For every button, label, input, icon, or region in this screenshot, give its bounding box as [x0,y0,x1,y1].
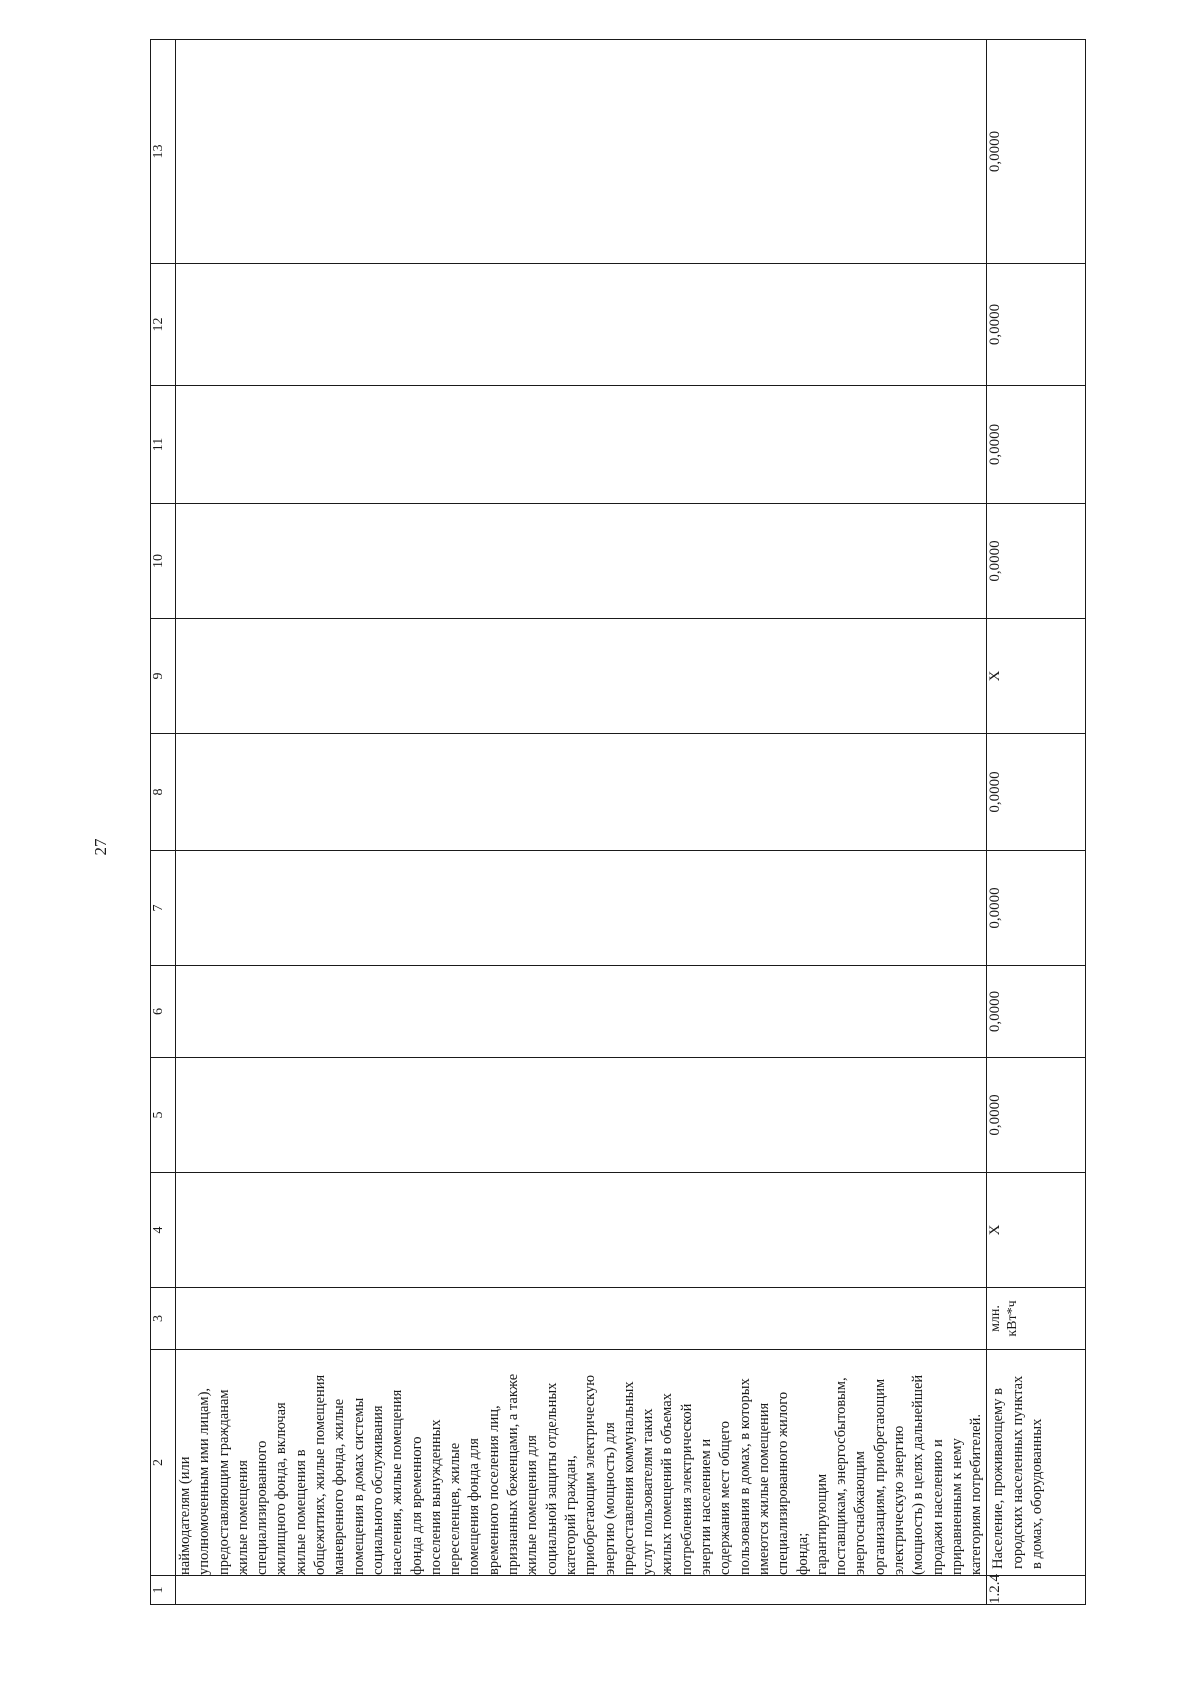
empty-cell [176,386,987,504]
tariff-table [150,39,1086,1605]
column-header: 9 [151,619,176,734]
empty-cell [176,851,987,966]
empty-cell [176,1058,987,1173]
value-cell-4: X [987,1173,1086,1288]
row-description: Население, проживающему в городских населенных пунктах в домах, оборудованных [987,1350,1086,1576]
value-cell-5: 0,0000 [987,1058,1086,1173]
column-header: 5 [151,1058,176,1173]
empty-cell [176,1288,987,1350]
column-header: 1 [151,1576,176,1605]
row-number-cell [176,1576,987,1605]
table-row-continuation [176,40,987,1605]
value-cell-13: 0,0000 [987,40,1086,264]
empty-cell [176,40,987,264]
column-header: 4 [151,1173,176,1288]
column-header: 12 [151,264,176,386]
column-header: 2 [151,1350,176,1576]
empty-cell [176,1173,987,1288]
column-header: 6 [151,966,176,1058]
value-cell-6: 0,0000 [987,966,1086,1058]
table-frame [150,40,1046,1605]
empty-cell [176,264,987,386]
empty-cell [176,619,987,734]
column-header: 13 [151,40,176,264]
empty-cell [176,734,987,851]
row-description: наймодателям (или уполномоченным ими лицам), предоставляющим гражданам жилые помещения специализированного жилищного фонда, включая жилые помещения в общежитиях, жилые помещения маневренного фонда, жилые помещения в домах системы социального обслуживания населения, жилые помещения фонда для временного поселения вынужденных переселенцев, жилые помещения фонда для временного поселения лиц, признанных беженцами, а также жилые помещения для социальной защиты отдельных категорий граждан, приобретающим электрическую энергию (мощность) для предоставления коммунальных услуг пользователям таких жилых помещений в объемах потребления электрической энергии населением и содержания мест общего пользования в домах, в которых имеются жилые помещения специализированного жилого фонда; гарантирующим поставщикам, энергосбытовым, энергоснабжающим организациям, приобретающим электрическую энергию (мощность) в целях дальнейшей продажи населению и приравненным к нему категориям потребителей. [176,1350,987,1576]
row-number-cell: 1.2.4 [987,1576,1086,1605]
unit-cell: млн. кВт*ч [987,1288,1086,1350]
rotated-table-wrapper [150,40,1046,1605]
value-cell-11: 0,0000 [987,386,1086,504]
value-cell-7: 0,0000 [987,851,1086,966]
column-header: 7 [151,851,176,966]
value-cell-10: 0,0000 [987,504,1086,619]
empty-cell [176,966,987,1058]
value-cell-8: 0,0000 [987,734,1086,851]
column-header: 3 [151,1288,176,1350]
page-number: 27 [91,838,110,856]
value-cell-12: 0,0000 [987,264,1086,386]
column-header: 8 [151,734,176,851]
column-number-row [151,40,176,1605]
table-row-1-2-4 [987,40,1086,1605]
column-header: 10 [151,504,176,619]
column-header: 11 [151,386,176,504]
value-cell-9: X [987,619,1086,734]
empty-cell [176,504,987,619]
